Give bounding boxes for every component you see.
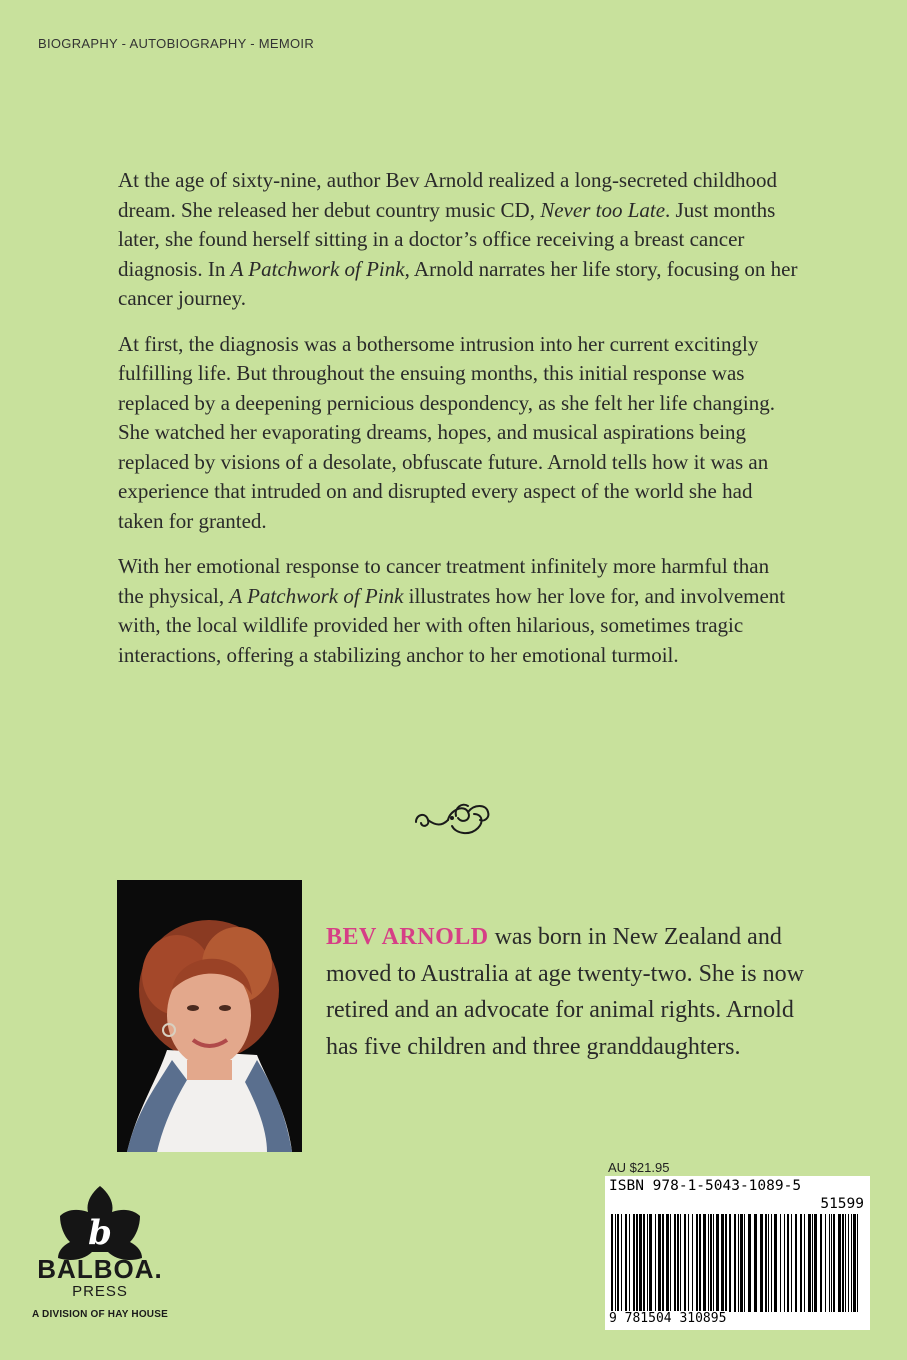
barcode-bars [609, 1214, 866, 1326]
author-photo [117, 880, 302, 1152]
publisher-division: A DIVISION OF HAY HOUSE [32, 1309, 168, 1320]
publisher-sub: PRESS [72, 1283, 128, 1300]
blurb-paragraph-3: With her emotional response to cancer treatment infinitely more harmful than the physical, A Patchwork of Pink illustrates how her love for, and involvement with, the local wildlife provided her with often hilarious, sometimes tragic interactions, offering a stabilizing anchor to her emotional turmoil. [118, 554, 786, 667]
book-blurb [118, 166, 798, 686]
flourish-ornament-icon [412, 796, 496, 840]
blurb-paragraph-2: At first, the diagnosis was a bothersome intrusion into her current excitingly fulfilling life. But throughout the ensuing months, this initial response was replaced by a deepening pernicious despondency, as she felt her life changing. She watched her evaporating dreams, hopes, and musical aspirations being replaced by visions of a desolate, obfuscate future. Arnold tells how it was an experience that intruded on and disrupted every aspect of the world she had taken for granted. [118, 331, 775, 533]
author-name: BEV ARNOLD [326, 924, 489, 950]
author-bio-text: was born in New Zealand and moved to Australia at age twenty-two. She is now retired and an advocate for animal rights. Arnold has five children and three granddaughters. [326, 924, 804, 1060]
blurb-paragraph-1: At the age of sixty-nine, author Bev Arnold realized a long-secreted childhood dream. She released her debut country music CD, Never too Late. Just months later, she found herself sitting in a doctor’s office receiving a breast cancer diagnosis. In A Patchwork of Pink, Arnold narrates her life story, focusing on her cancer journey. [118, 168, 798, 310]
publisher-name: BALBOA. [37, 1254, 163, 1284]
genre-label: BIOGRAPHY - AUTOBIOGRAPHY - MEMOIR [38, 36, 315, 51]
barcode-addon-number: 51599 [820, 1196, 864, 1212]
price-label: AU $21.95 [608, 1160, 670, 1175]
publisher-block [30, 1255, 170, 1320]
barcode-number: 9 781504 310895 [609, 1311, 727, 1326]
isbn-text: ISBN 978-1-5043-1089-5 [609, 1178, 802, 1194]
logo-letter: b [88, 1213, 112, 1253]
author-bio [326, 919, 806, 1065]
barcode [605, 1176, 870, 1330]
